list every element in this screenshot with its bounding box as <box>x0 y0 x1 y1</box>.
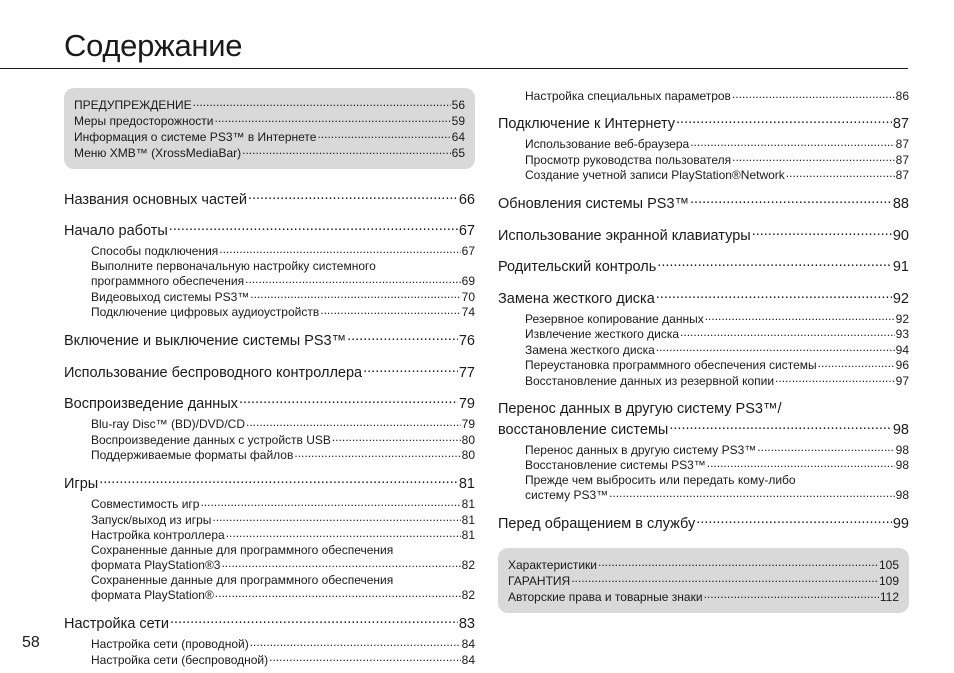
toc-entry-copyright[interactable]: Авторские права и товарные знаки ..... 112 <box>508 589 899 605</box>
toc-subentry[interactable]: Перенос данных в другую систему PS3™ ..... 98 <box>498 442 909 458</box>
toc-section-onscreen-keyboard[interactable]: Использование экранной клавиатуры ..... 90 <box>498 225 909 246</box>
toc-subentry[interactable]: Настройка специальных параметров ..... 86 <box>498 88 909 104</box>
toc-entry-ps3-internet-info[interactable]: Информация о системе PS3™ в Интернете ..... 64 <box>74 129 465 145</box>
toc-subentry[interactable]: Способы подключения ..... 67 <box>64 243 475 259</box>
toc-intro-box <box>64 88 475 169</box>
toc-subentry[interactable]: Извлечение жесткого диска ..... 93 <box>498 326 909 342</box>
toc-subentry[interactable]: Создание учетной записи PlayStation®Network ..... 87 <box>498 167 909 183</box>
toc-section-before-service[interactable]: Перед обращением в службу ..... 99 <box>498 514 909 535</box>
toc-subentry[interactable]: Использование веб-браузера ..... 87 <box>498 136 909 152</box>
toc-section-getting-started[interactable]: Начало работы ..... 67 <box>64 221 475 242</box>
toc-appendix-box <box>498 548 909 613</box>
toc-section-wireless-controller[interactable]: Использование беспроводного контроллера ..... 77 <box>64 362 475 383</box>
toc-subentry[interactable]: Подключение цифровых аудиоустройств ..... 74 <box>64 304 475 320</box>
toc-section-games[interactable]: Игры ..... 81 <box>64 474 475 495</box>
toc-section-power[interactable]: Включение и выключение системы PS3™ ..... 76 <box>64 331 475 352</box>
toc-subentry[interactable]: Настройка контроллера ..... 81 <box>64 527 475 543</box>
toc-subentry[interactable]: Замена жесткого диска ..... 94 <box>498 342 909 358</box>
toc-subentry[interactable]: Настройка сети (проводной) ..... 84 <box>64 636 475 652</box>
toc-subentry[interactable]: Просмотр руководства пользователя ..... 87 <box>498 152 909 168</box>
toc-subentry[interactable]: Видеовыход системы PS3™ ..... 70 <box>64 289 475 305</box>
toc-subentry-multiline[interactable]: Сохраненные данные для программного обеспечения формата PlayStation®3 ..... 82 <box>64 543 475 573</box>
title-rule <box>0 68 908 69</box>
toc-section-main-parts[interactable]: Названия основных частей ..... 66 <box>64 189 475 210</box>
toc-entry-warning[interactable]: ПРЕДУПРЕЖДЕНИЕ ..... 56 <box>74 97 465 113</box>
toc-subentry-multiline[interactable]: Выполните первоначальную настройку системного программного обеспечения ..... 69 <box>64 259 475 289</box>
toc-section-system-updates[interactable]: Обновления системы PS3™ ..... 88 <box>498 194 909 215</box>
toc-subentry[interactable]: Воспроизведение данных с устройств USB ..... 80 <box>64 432 475 448</box>
toc-subentry-multiline[interactable]: Сохраненные данные для программного обеспечения формата PlayStation® ..... 82 <box>64 573 475 603</box>
toc-subentry[interactable]: Восстановление данных из резервной копии ..... 97 <box>498 373 909 389</box>
page-number: 58 <box>22 634 40 651</box>
toc-subentry[interactable]: Резервное копирование данных ..... 92 <box>498 311 909 327</box>
toc-subentry[interactable]: Поддерживаемые форматы файлов ..... 80 <box>64 447 475 463</box>
toc-entry-warranty[interactable]: ГАРАНТИЯ ..... 109 <box>508 573 899 589</box>
toc-subentry-multiline[interactable]: Прежде чем выбросить или передать кому-либо систему PS3™ ..... 98 <box>498 473 909 503</box>
toc-subentry[interactable]: Настройка сети (беспроводной) ..... 84 <box>64 652 475 668</box>
toc-subentry[interactable]: Переустановка программного обеспечения системы ..... 96 <box>498 357 909 373</box>
toc-section-internet[interactable]: Подключение к Интернету ..... 87 <box>498 114 909 135</box>
toc-section-hdd-replacement[interactable]: Замена жесткого диска ..... 92 <box>498 288 909 309</box>
toc-subentry[interactable]: Совместимость игр ..... 81 <box>64 496 475 512</box>
toc-subentry[interactable]: Запуск/выход из игры ..... 81 <box>64 512 475 528</box>
toc-section-data-transfer[interactable]: Перенос данных в другую систему PS3™/ восстановление системы ..... 98 <box>498 399 909 440</box>
toc-subentry[interactable]: Blu-ray Disc™ (BD)/DVD/CD ..... 79 <box>64 416 475 432</box>
toc-entry-xmb-menu[interactable]: Меню XMB™ (XrossMediaBar) ..... 65 <box>74 145 465 161</box>
toc-entry-specifications[interactable]: Характеристики ..... 105 <box>508 557 899 573</box>
toc-left-column <box>64 88 475 667</box>
toc-section-playback[interactable]: Воспроизведение данных ..... 79 <box>64 394 475 415</box>
toc-section-parental-control[interactable]: Родительский контроль ..... 91 <box>498 257 909 278</box>
page-title: Содержание <box>64 28 243 63</box>
toc-right-column <box>498 88 909 613</box>
toc-section-network-settings[interactable]: Настройка сети ..... 83 <box>64 614 475 635</box>
toc-subentry[interactable]: Восстановление системы PS3™ ..... 98 <box>498 457 909 473</box>
toc-entry-precautions[interactable]: Меры предосторожности ..... 59 <box>74 113 465 129</box>
